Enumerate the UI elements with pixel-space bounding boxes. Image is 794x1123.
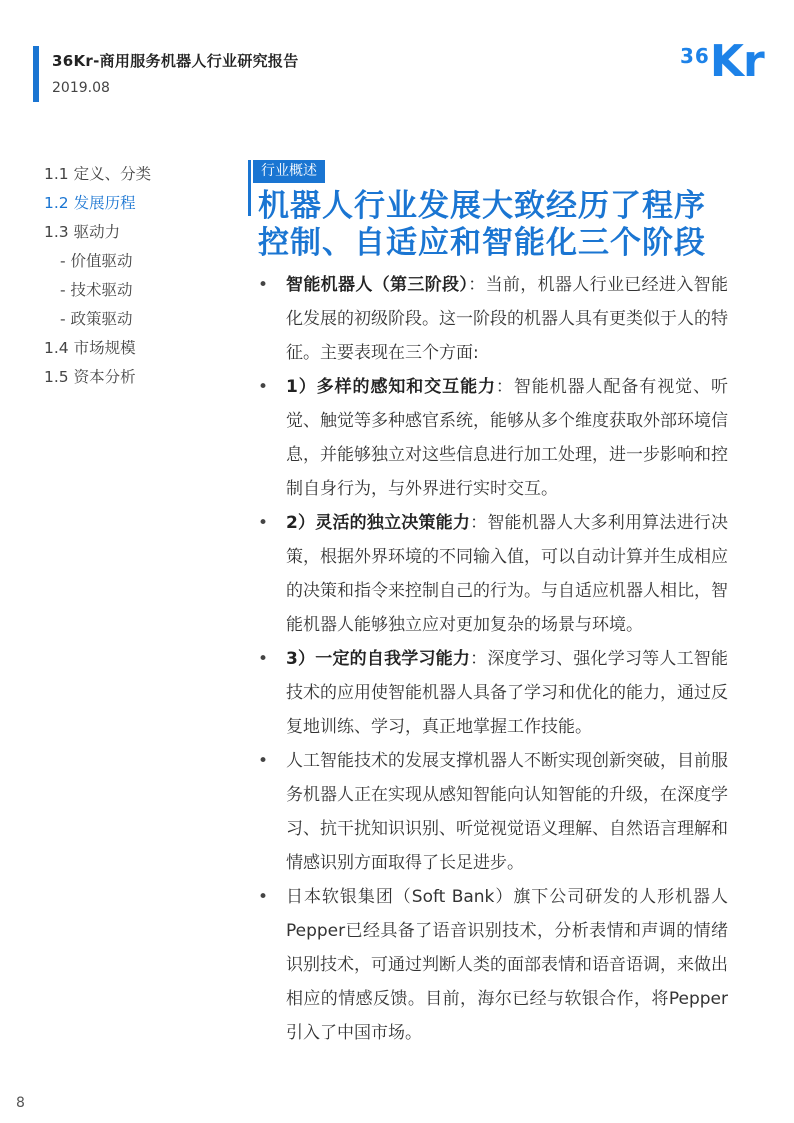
toc-item-value-driver[interactable]: - 价值驱动 [60,252,133,270]
toc-item-market-size[interactable]: 1.4 市场规模 [44,339,136,357]
bullet-bold: 3）一定的自我学习能力 [286,649,471,669]
list-item [258,880,728,1050]
section-tag: 行业概述 [253,160,325,183]
header-accent-bar [33,46,39,102]
bullet-list [258,268,728,1050]
bullet-icon: • [258,275,269,295]
bullet-icon: • [258,513,269,533]
bullet-text: 人工智能技术的发展支撑机器人不断实现创新突破，目前服务机器人正在实现从感知智能向认知智能的升级，在深度学习、抗干扰知识识别、听觉视觉语义理解、自然语言理解和情感识别方面取得了长足进步。 [286,751,728,873]
list-item [258,642,728,744]
heading-line-1: 机器人行业发展大致经历了程序 [258,188,706,224]
bullet-bold: 2）灵活的独立决策能力 [286,513,471,533]
bullet-bold: 1）多样的感知和交互能力 [286,377,496,397]
bullet-icon: • [258,887,269,907]
toc-item-capital-analysis[interactable]: 1.5 资本分析 [44,368,136,386]
list-item [258,506,728,642]
toc-item-policy-driver[interactable]: - 政策驱动 [60,310,133,328]
bullet-text: ：当前，机器人行业已经进入智能化发展的初级阶段。这一阶段的机器人具有更类似于人的特征。主要表现在三个方面: [286,275,729,363]
bullet-text: ：智能机器人配备有视觉、听觉、触觉等多种感官系统，能够从多个维度获取外部环境信息，并能够独立对这些信息进行加工处理，进一步影响和控制自身行为，与外界进行实时交互。 [286,377,729,499]
brand-logo [680,36,764,87]
logo-number: 36 [680,44,710,68]
list-item [258,744,728,880]
bullet-text: ：深度学习、强化学习等人工智能技术的应用使智能机器人具备了学习和优化的能力，通过反复地训练、学习，真正地掌握工作技能。 [286,649,728,737]
report-date: 2019.08 [52,80,110,96]
toc-item-tech-driver[interactable]: - 技术驱动 [60,281,133,299]
section-accent-line [248,160,251,216]
list-item [258,268,728,370]
heading-line-2: 控制、自适应和智能化三个阶段 [258,225,706,261]
bullet-icon: • [258,751,269,771]
bullet-icon: • [258,649,269,669]
toc-item-history[interactable]: 1.2 发展历程 [44,194,136,212]
bullet-icon: • [258,377,269,397]
toc-item-drivers[interactable]: 1.3 驱动力 [44,223,121,241]
bullet-text: 日本软银集团（Soft Bank）旗下公司研发的人形机器人Pepper已经具备了语音识别技术，分析表情和声调的情绪识别技术，可通过判断人类的面部表情和语音语调，来做出相应的情感反馈。目前，海尔已经与软银合作，将Pepper引入了中国市场。 [286,887,728,1043]
table-of-contents [44,160,151,392]
toc-item-definition[interactable]: 1.1 定义、分类 [44,165,152,183]
bullet-text: ：智能机器人大多利用算法进行决策，根据外界环境的不同输入值，可以自动计算并生成相应的决策和指令来控制自己的行为。与自适应机器人相比，智能机器人能够独立应对更加复杂的场景与环境。 [286,513,728,635]
report-title: 36Kr-商用服务机器人行业研究报告 [52,52,299,70]
bullet-bold: 智能机器人（第三阶段） [286,275,469,295]
list-item [258,370,728,506]
page-number: 8 [16,1095,25,1111]
logo-letters: Kr [709,36,764,87]
page-heading [258,188,738,262]
